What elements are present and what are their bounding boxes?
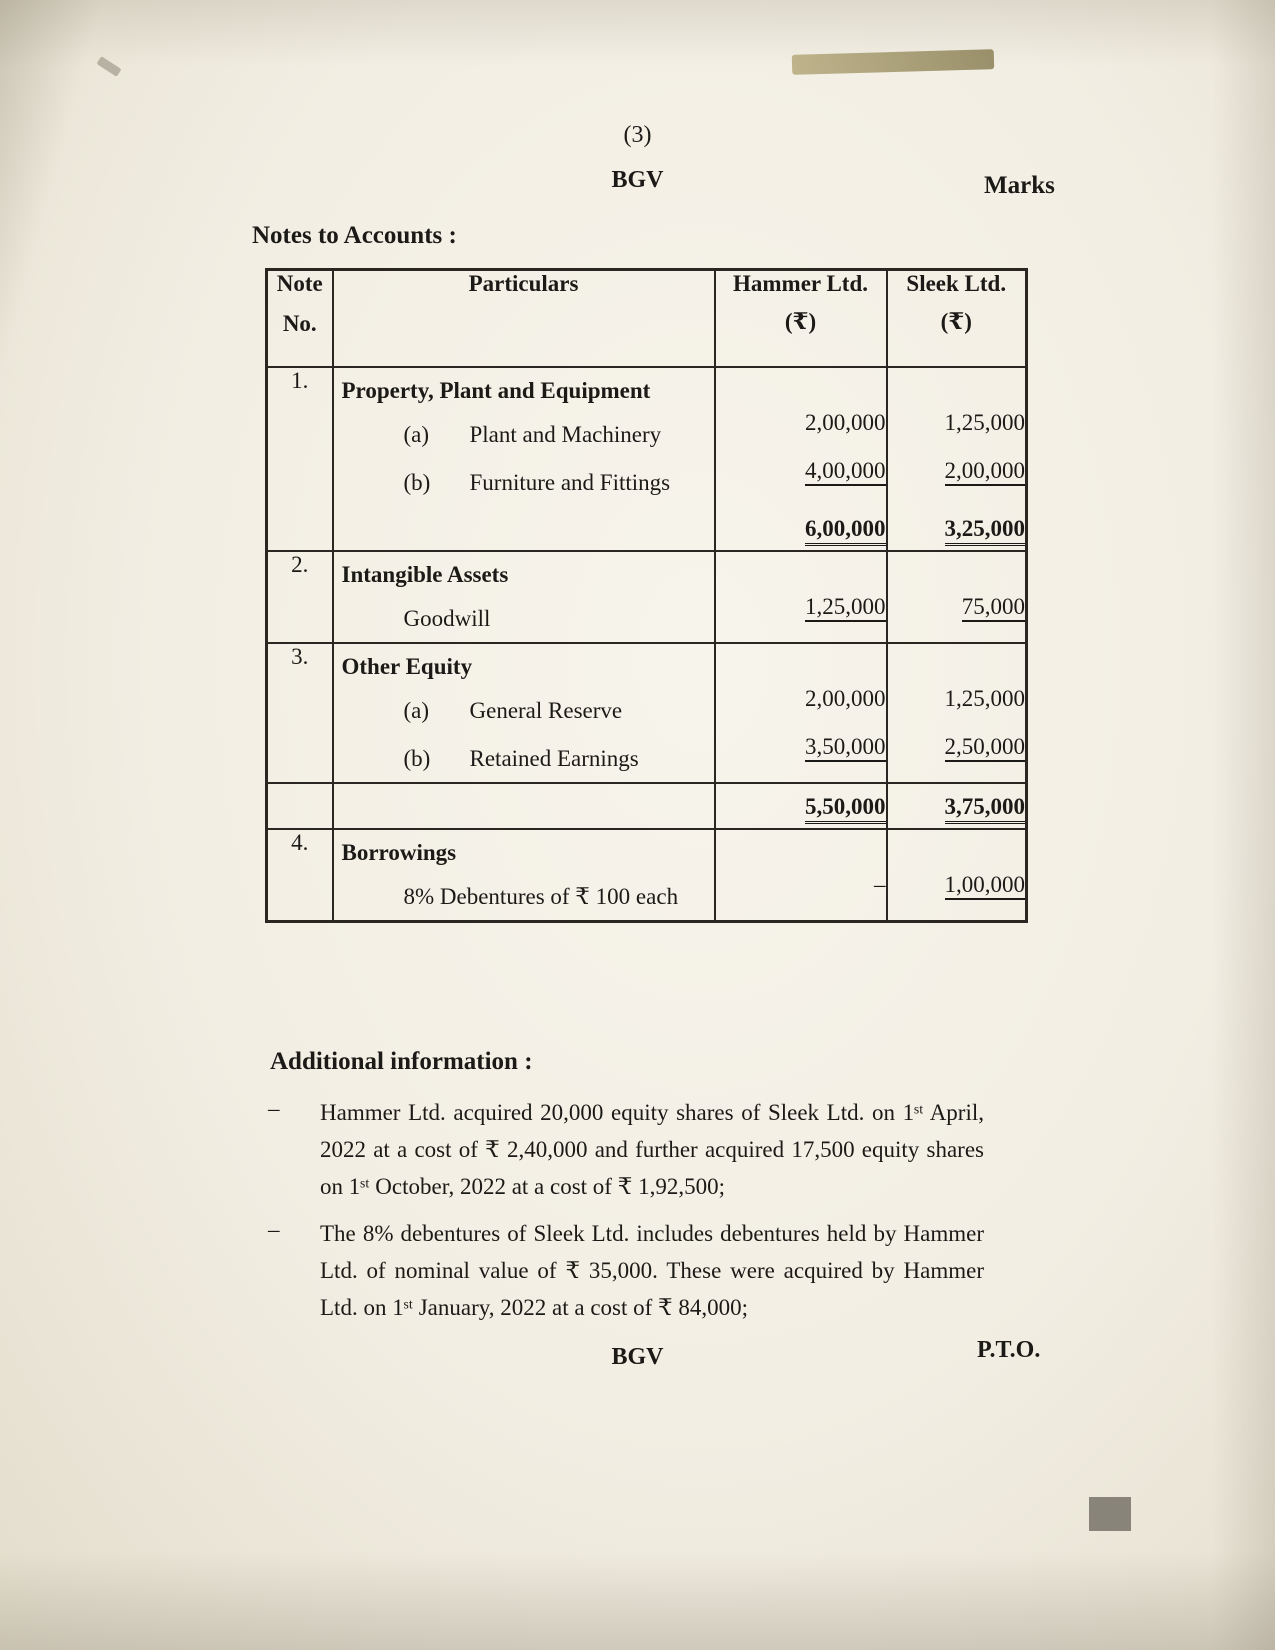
notes-to-accounts-table [265, 268, 1028, 923]
particulars-cell [333, 872, 715, 922]
table-row [267, 410, 1027, 458]
additional-info-item [268, 1094, 984, 1205]
note-header-line2: No. [282, 311, 317, 336]
note-no-cell [267, 410, 333, 458]
table-row [267, 594, 1027, 643]
additional-info-text: Hammer Ltd. acquired 20,000 equity shares of Sleek Ltd. on 1ˢᵗ April, 2022 at a cost of ₹ 2,40,000 and further acquired 17,500 equity shares on 1ˢᵗ October, 2022 at a cost of ₹ 1,92,500; [320, 1100, 984, 1199]
table-row [267, 686, 1027, 734]
sleek-currency-label: (₹) [940, 309, 972, 334]
note-no-cell [267, 458, 333, 506]
col-header-note-no [267, 270, 333, 367]
hammer-cell [715, 458, 887, 506]
scan-artifact-bottom-right [1089, 1497, 1131, 1531]
note-no-cell [267, 686, 333, 734]
particulars-cell [333, 686, 715, 734]
amount-sleek: 2,50,000 [945, 734, 1026, 762]
amount-hammer: 3,50,000 [805, 734, 886, 762]
col-header-sleek [887, 270, 1027, 367]
sleek-cell [887, 367, 1027, 410]
bullet-dash: – [268, 1096, 280, 1121]
line-label: Goodwill [403, 605, 491, 631]
amount-hammer: 2,00,000 [805, 409, 886, 435]
particulars-cell [333, 367, 715, 410]
header-code: BGV [611, 167, 664, 193]
sleek-cell [887, 872, 1027, 922]
table-row [267, 458, 1027, 506]
hammer-cell [715, 594, 887, 643]
hammer-cell [715, 829, 887, 872]
paper-corner-shadow [96, 56, 121, 77]
table-row-total [267, 783, 1027, 829]
line-label: Retained Earnings [469, 745, 639, 771]
note-no-cell [267, 872, 333, 922]
line-label: General Reserve [469, 697, 623, 723]
note-no-cell [267, 783, 333, 829]
note-title: Intangible Assets [341, 561, 509, 587]
amount-hammer-total: 5,50,000 [805, 794, 886, 824]
amount-sleek: 1,00,000 [945, 872, 1026, 900]
line-prefix: (a) [403, 697, 430, 723]
note-title: Borrowings [341, 839, 457, 865]
amount-sleek: 1,25,000 [944, 409, 1025, 435]
amount-sleek-total: 3,25,000 [945, 516, 1026, 546]
particulars-cell [333, 506, 715, 551]
hammer-cell [715, 872, 887, 922]
hammer-cell [715, 410, 887, 458]
hammer-cell [715, 506, 887, 551]
note-title: Other Equity [341, 653, 473, 679]
table-row-section-title [267, 643, 1027, 686]
note-no-cell [267, 594, 333, 643]
hammer-cell [715, 643, 887, 686]
hammer-cell [715, 367, 887, 410]
additional-info-text: The 8% debentures of Sleek Ltd. includes debentures held by Hammer Ltd. of nominal value of ₹ 35,000. These were acquired by Hammer Ltd. on 1ˢᵗ January, 2022 at a cost of ₹ 84,000; [320, 1221, 984, 1320]
particulars-header-label: Particulars [468, 271, 579, 296]
sleek-cell [887, 643, 1027, 686]
particulars-cell [333, 643, 715, 686]
particulars-cell [333, 594, 715, 643]
table-row-section-title [267, 367, 1027, 410]
note-no: 4. [267, 829, 333, 872]
sleek-cell [887, 410, 1027, 458]
note-no: 1. [267, 367, 333, 410]
additional-info-item [268, 1215, 984, 1326]
table-row-total [267, 506, 1027, 551]
amount-sleek: 2,00,000 [945, 458, 1026, 486]
sleek-cell [887, 506, 1027, 551]
particulars-cell [333, 458, 715, 506]
particulars-cell [333, 829, 715, 872]
note-no-cell [267, 734, 333, 783]
table-row-section-title [267, 829, 1027, 872]
notes-to-accounts-heading: Notes to Accounts : [252, 222, 457, 249]
note-no: 2. [267, 551, 333, 594]
particulars-cell [333, 783, 715, 829]
additional-information-heading: Additional information : [270, 1048, 533, 1075]
sleek-cell [887, 686, 1027, 734]
particulars-cell [333, 734, 715, 783]
hammer-cell [715, 686, 887, 734]
col-header-particulars [333, 270, 715, 367]
sleek-cell [887, 829, 1027, 872]
hammer-currency-label: (₹) [784, 309, 817, 334]
amount-hammer: 1,25,000 [805, 594, 886, 622]
particulars-cell [333, 551, 715, 594]
scan-artifact-top-right [792, 49, 994, 75]
sleek-header-label: Sleek Ltd. [906, 271, 1007, 296]
pto-label: P.T.O. [977, 1337, 1041, 1363]
line-prefix: (b) [403, 745, 431, 771]
page-number: (3) [623, 122, 652, 148]
table-header-row [267, 270, 1027, 367]
footer-code: BGV [611, 1344, 664, 1370]
hammer-header-label: Hammer Ltd. [732, 271, 868, 296]
marks-label: Marks [984, 172, 1055, 199]
amount-sleek: 75,000 [962, 594, 1025, 622]
table-row [267, 734, 1027, 783]
note-title: Property, Plant and Equipment [341, 377, 651, 403]
particulars-cell [333, 410, 715, 458]
amount-sleek-total: 3,75,000 [945, 794, 1026, 824]
line-label: 8% Debentures of ₹ 100 each [403, 883, 679, 909]
amount-sleek: 1,25,000 [944, 685, 1025, 711]
sleek-cell [887, 734, 1027, 783]
line-prefix: (a) [403, 421, 430, 447]
note-no: 3. [267, 643, 333, 686]
sleek-cell [887, 594, 1027, 643]
hammer-cell [715, 551, 887, 594]
line-prefix: (b) [403, 469, 431, 495]
col-header-hammer [715, 270, 887, 367]
line-label: Plant and Machinery [469, 421, 662, 447]
table-row [267, 872, 1027, 922]
amount-hammer-total: 6,00,000 [805, 516, 886, 546]
hammer-cell [715, 783, 887, 829]
additional-information-section [268, 1048, 984, 1336]
amount-hammer: – [874, 871, 886, 897]
note-header-line1: Note [276, 271, 323, 296]
sleek-cell [887, 551, 1027, 594]
note-no-cell [267, 506, 333, 551]
line-label: Furniture and Fittings [469, 469, 671, 495]
amount-hammer: 2,00,000 [805, 685, 886, 711]
amount-hammer: 4,00,000 [805, 458, 886, 486]
table-row-section-title [267, 551, 1027, 594]
bullet-dash: – [268, 1217, 280, 1242]
sleek-cell [887, 783, 1027, 829]
hammer-cell [715, 734, 887, 783]
sleek-cell [887, 458, 1027, 506]
